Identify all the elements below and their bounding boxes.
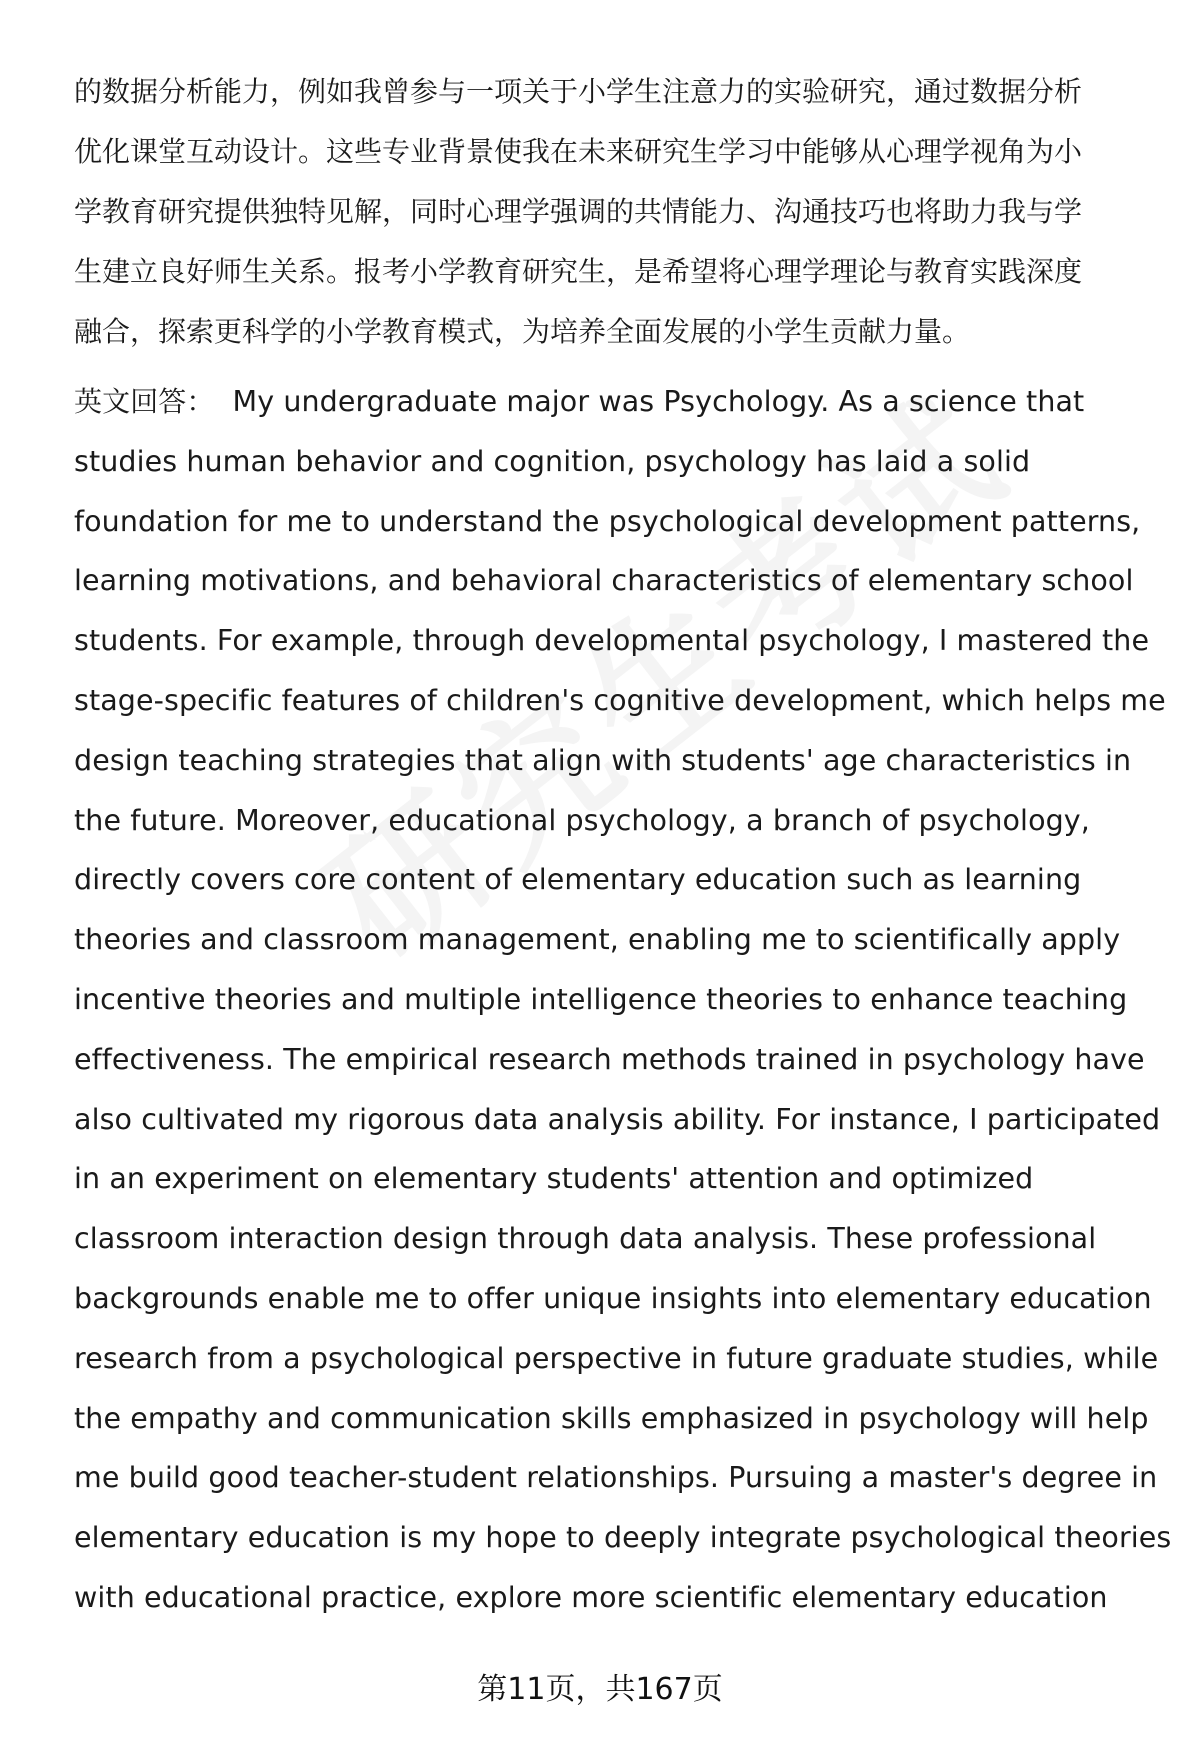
text-line: effectiveness. The empirical research methods trained in psychology have	[74, 1042, 1145, 1076]
text-line: incentive theories and multiple intelligence theories to enhance teaching	[74, 982, 1128, 1016]
text-line: 生建立良好师生关系。报考小学教育研究生，是希望将心理学理论与教育实践深度	[74, 255, 1083, 288]
english-answer-paragraph	[74, 372, 1172, 1628]
text-line: theories and classroom management, enabling me to scientifically apply	[74, 923, 1121, 957]
text-line: design teaching strategies that align with students' age characteristics in	[74, 743, 1132, 777]
text-line: the empathy and communication skills emphasized in psychology will help	[74, 1401, 1149, 1435]
text-line	[74, 372, 1164, 432]
text-line: classroom interaction design through data analysis. These professional	[74, 1222, 1097, 1256]
text-line: backgrounds enable me to offer unique insights into elementary education	[74, 1281, 1152, 1315]
text-line: with educational practice, explore more scientific elementary education	[74, 1580, 1108, 1614]
text-line: 融合，探索更科学的小学教育模式，为培养全面发展的小学生贡献力量。	[74, 315, 971, 348]
text-line: stage-specific features of children's cognitive development, which helps me	[74, 683, 1166, 717]
text-line: in an experiment on elementary students' attention and optimized	[74, 1162, 1034, 1196]
page-number-footer: 第11页，共167页	[477, 1672, 723, 1707]
text-line: directly covers core content of elementary education such as learning	[74, 863, 1082, 897]
text-line: studies human behavior and cognition, psychology has laid a solid	[74, 444, 1031, 478]
text-line: students. For example, through developmental psychology, I mastered the	[74, 624, 1150, 658]
text-line: 优化课堂互动设计。这些专业背景使我在未来研究生学习中能够从心理学视角为小	[74, 135, 1083, 168]
page-content	[74, 62, 1172, 1628]
text-line: learning motivations, and behavioral characteristics of elementary school	[74, 564, 1134, 598]
text-line: research from a psychological perspective in future graduate studies, while	[74, 1341, 1159, 1375]
text-line: elementary education is my hope to deeply integrate psychological theories	[74, 1521, 1172, 1555]
text-line: 学教育研究提供独特见解，同时心理学强调的共情能力、沟通技巧也将助力我与学	[74, 195, 1083, 228]
text-line: also cultivated my rigorous data analysis ability. For instance, I participated	[74, 1102, 1161, 1136]
text-line: foundation for me to understand the psychological development patterns,	[74, 504, 1141, 538]
text-line: 的数据分析能力，例如我曾参与一项关于小学生注意力的实验研究，通过数据分析	[74, 75, 1083, 108]
text-line: the future. Moreover, educational psychology, a branch of psychology,	[74, 803, 1090, 837]
chinese-answer-paragraph	[74, 62, 1164, 362]
text-line: me build good teacher-student relationships. Pursuing a master's degree in	[74, 1461, 1158, 1495]
text-line-content: My undergraduate major was Psychology. As a science that	[232, 385, 1085, 418]
english-answer-label: 英文回答：	[74, 385, 215, 418]
